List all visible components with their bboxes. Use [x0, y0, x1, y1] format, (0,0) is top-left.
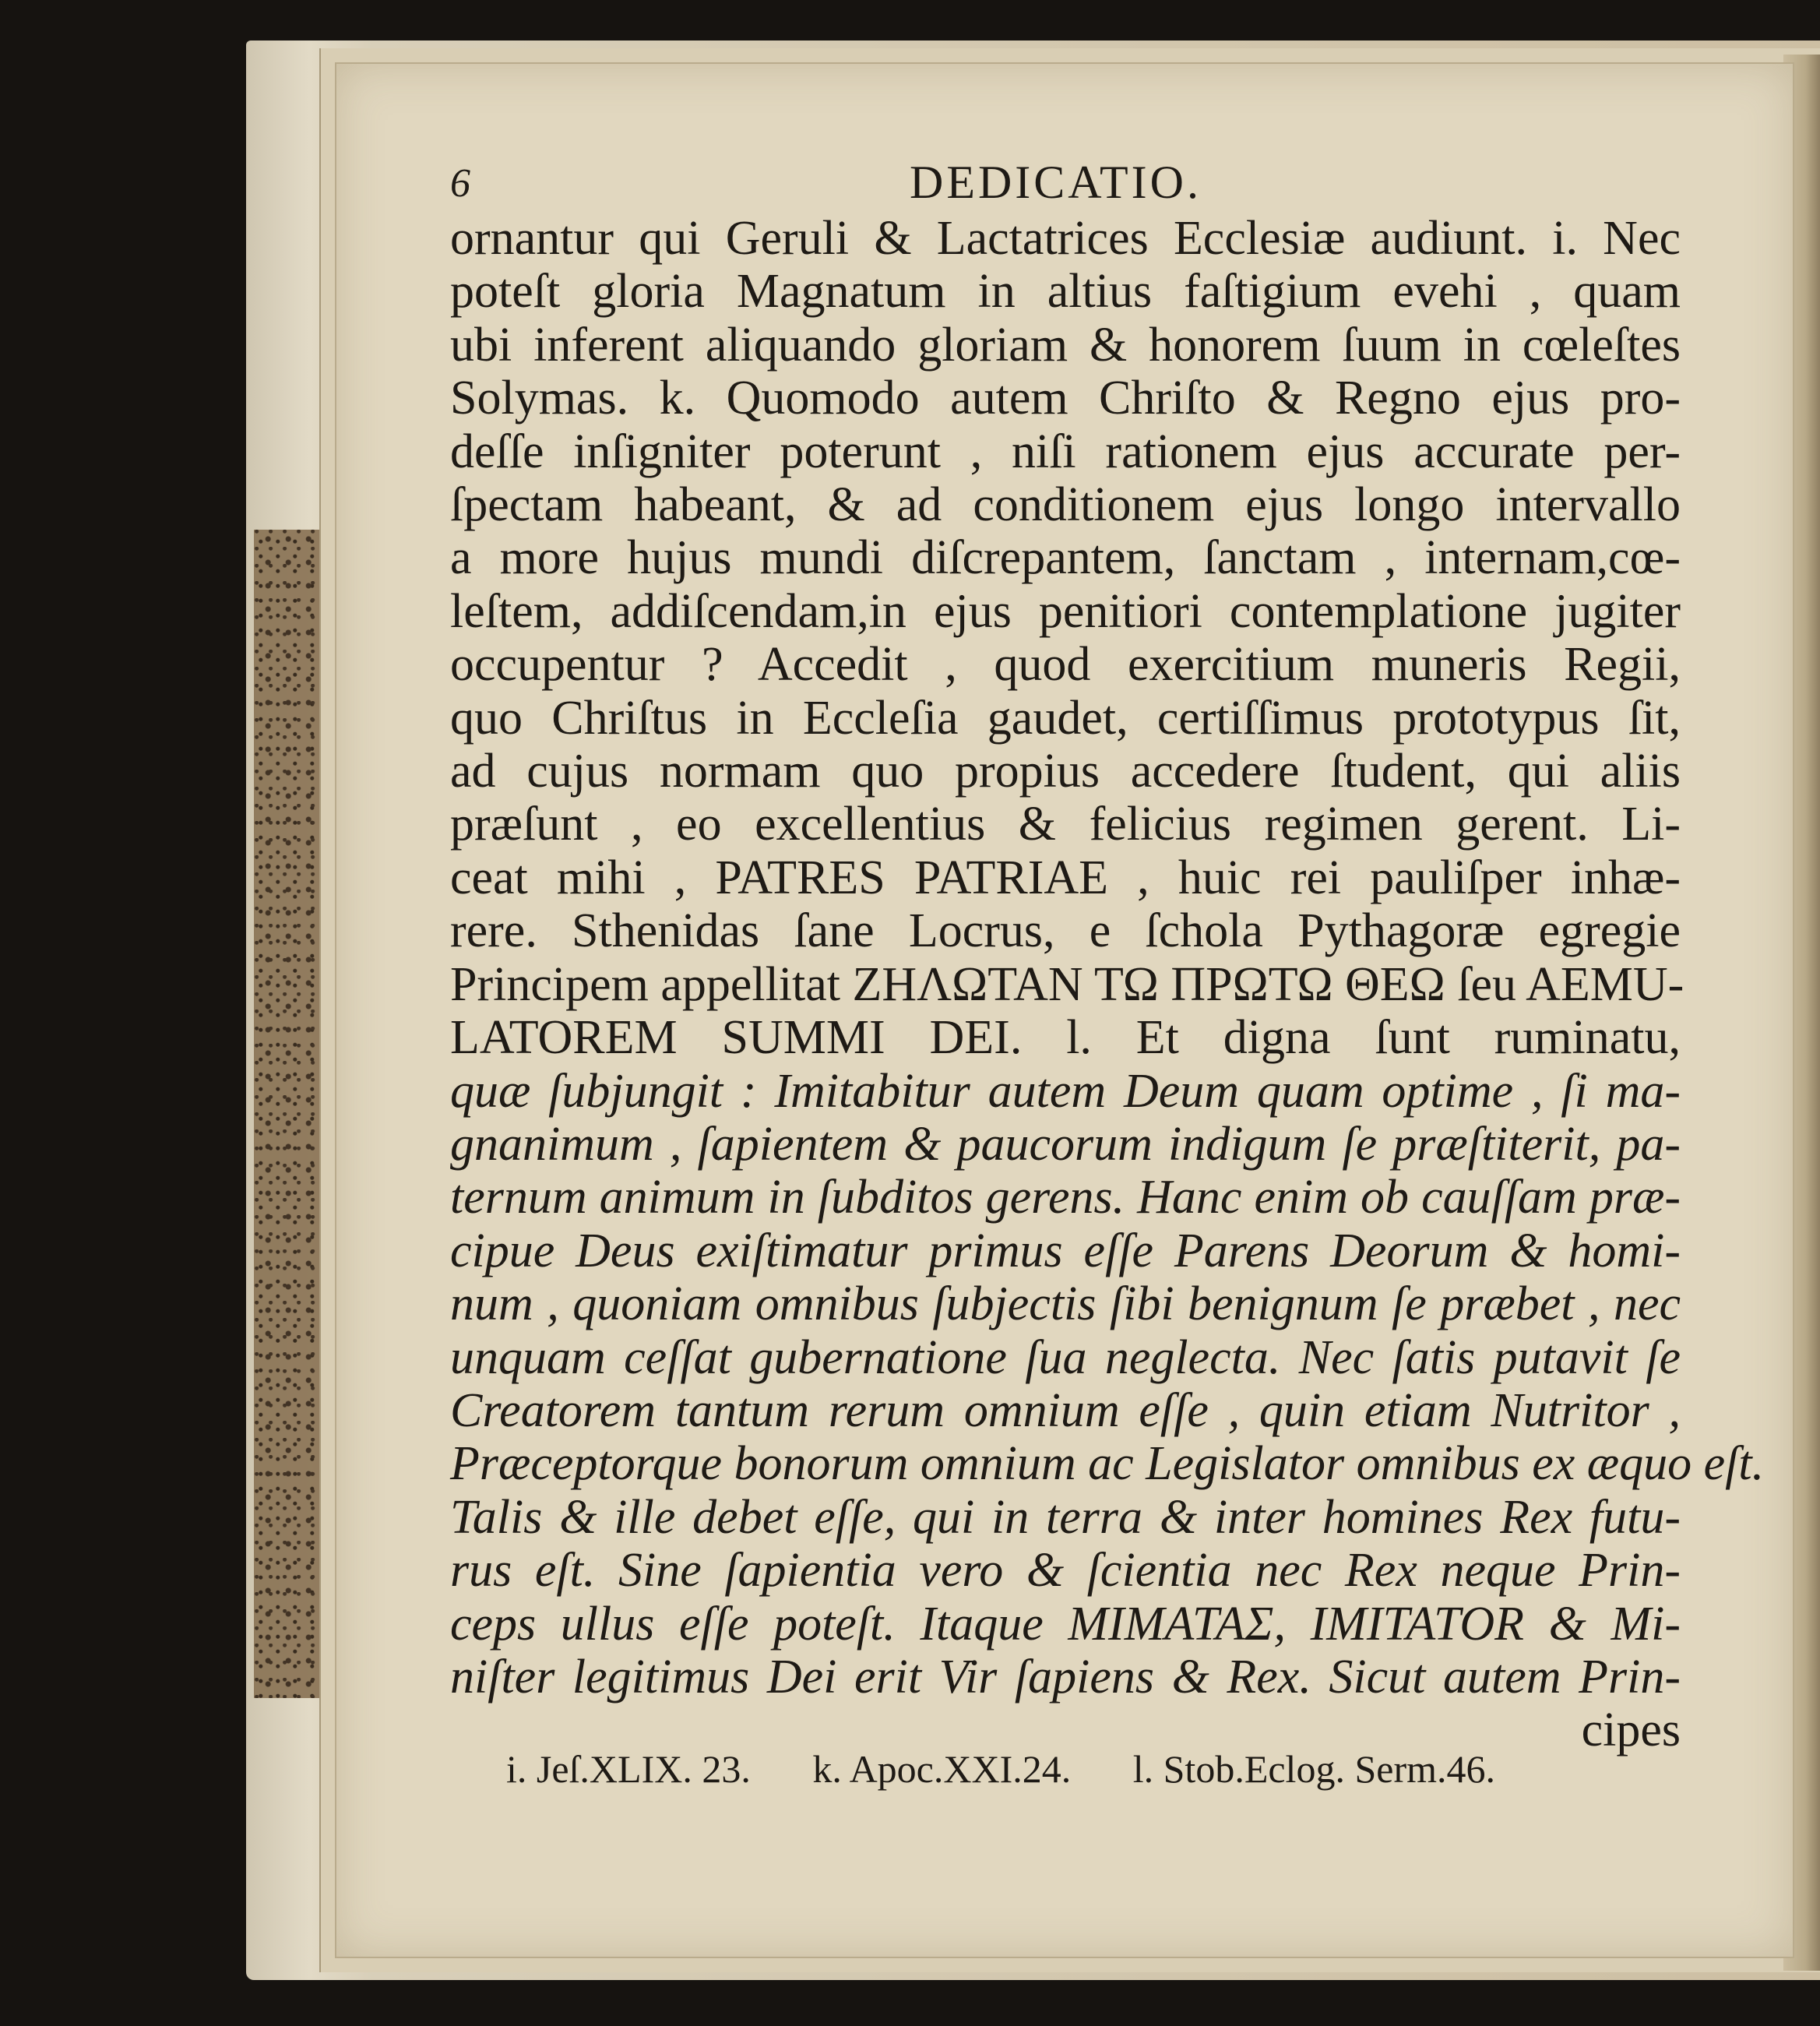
text-line: præſunt , eo excellentius & felicius regimen gerent. Li- [450, 798, 1681, 851]
text-line: rus eſt. Sine ſapientia vero & ſcientia nec Rex neque Prin- [450, 1544, 1681, 1598]
text-line: ternum animum in ſubditos gerens. Hanc enim ob cauſſam præ- [450, 1171, 1681, 1224]
page-text [450, 156, 1765, 1757]
text-line: unquam ceſſat gubernatione ſua neglecta. Nec ſatis putavit ſe [450, 1330, 1681, 1384]
running-title: DEDICATIO. [910, 157, 1202, 208]
text-line: Creatorem tantum rerum omnium eſſe , quin etiam Nutritor , [450, 1383, 1681, 1437]
text-line: poteſt gloria Magnatum in altius faſtigium evehi , quam [450, 265, 1681, 319]
text-line: rere. Sthenidas ſane Locrus, e ſchola Pythagoræ egregie [450, 904, 1681, 958]
text-line: ſpectam habeant, & ad conditionem ejus longo intervallo [450, 478, 1681, 532]
text-line: gnanimum , ſapientem & paucorum indigum ſe præſtiterit, pa- [450, 1117, 1681, 1171]
text-line: ceps ullus eſſe poteſt. Itaque ΜΙΜΑΤΑΣ, IMITATOR & Mi- [450, 1597, 1681, 1651]
text-line: deſſe inſigniter poterunt , niſi rationem ejus accurate per- [450, 425, 1681, 478]
text-line: LATOREM SUMMI DEI. l. Et digna ſunt ruminatu, [450, 1011, 1681, 1065]
text-line: niſter legitimus Dei erit Vir ſapiens & Rex. Sicut autem Prin- [450, 1650, 1681, 1704]
text-line: quo Chriſtus in Eccleſia gaudet, certiſſimus prototypus ſit, [450, 691, 1681, 745]
text-line: Principem appellitat ΖΗΛΩΤΑΝ ΤΩ ΠΡΩΤΩ ΘΕΩ ſeu AEMU- [450, 957, 1684, 1011]
footnotes [506, 1746, 1495, 1792]
page-header [450, 156, 1681, 210]
text-line: ceat mihi , PATRES PATRIAE , huic rei pauliſper inhæ- [450, 851, 1681, 904]
footnote-i: i. Jeſ.XLIX. 23. [506, 1747, 751, 1791]
footnote-k: k. Apoc.XXI.24. [812, 1747, 1072, 1791]
footnote-l: l. Stob.Eclog. Serm.46. [1132, 1747, 1495, 1791]
text-line: a more hujus mundi diſcrepantem, ſanctam , internam,cœ- [450, 531, 1681, 585]
binding-spine [254, 530, 324, 1698]
text-line: occupentur ? Accedit , quod exercitium muneris Regii, [450, 638, 1681, 692]
text-line: quæ ſubjungit : Imitabitur autem Deum quam optime , ſi ma- [450, 1064, 1681, 1118]
text-line: Talis & ille debet eſſe, qui in terra & inter homines Rex futu- [450, 1490, 1681, 1544]
text-line: ornantur qui Geruli & Lactatrices Ecclesiæ audiunt. i. Nec [450, 212, 1681, 265]
text-line: Solymas. k. Quomodo autem Chriſto & Regno ejus pro- [450, 372, 1681, 425]
text-line: leſtem, addiſcendam,in ejus penitiori contemplatione jugiter [450, 584, 1681, 638]
text-line: num , quoniam omnibus ſubjectis ſibi benignum ſe præbet , nec [450, 1277, 1681, 1331]
text-line: ad cujus normam quo propius accedere ſtudent, qui aliis [450, 745, 1681, 798]
text-line: Præceptorque bonorum omnium ac Legislator omnibus ex æquo eſt. [450, 1437, 1765, 1491]
page-number: 6 [450, 161, 470, 206]
text-line: ubi inferent aliquando gloriam & honorem ſuum in cœleſtes [450, 318, 1681, 372]
text-line: cipue Deus exiſtimatur primus eſſe Parens Deorum & homi- [450, 1224, 1681, 1277]
catchword: cipes [1581, 1704, 1681, 1757]
